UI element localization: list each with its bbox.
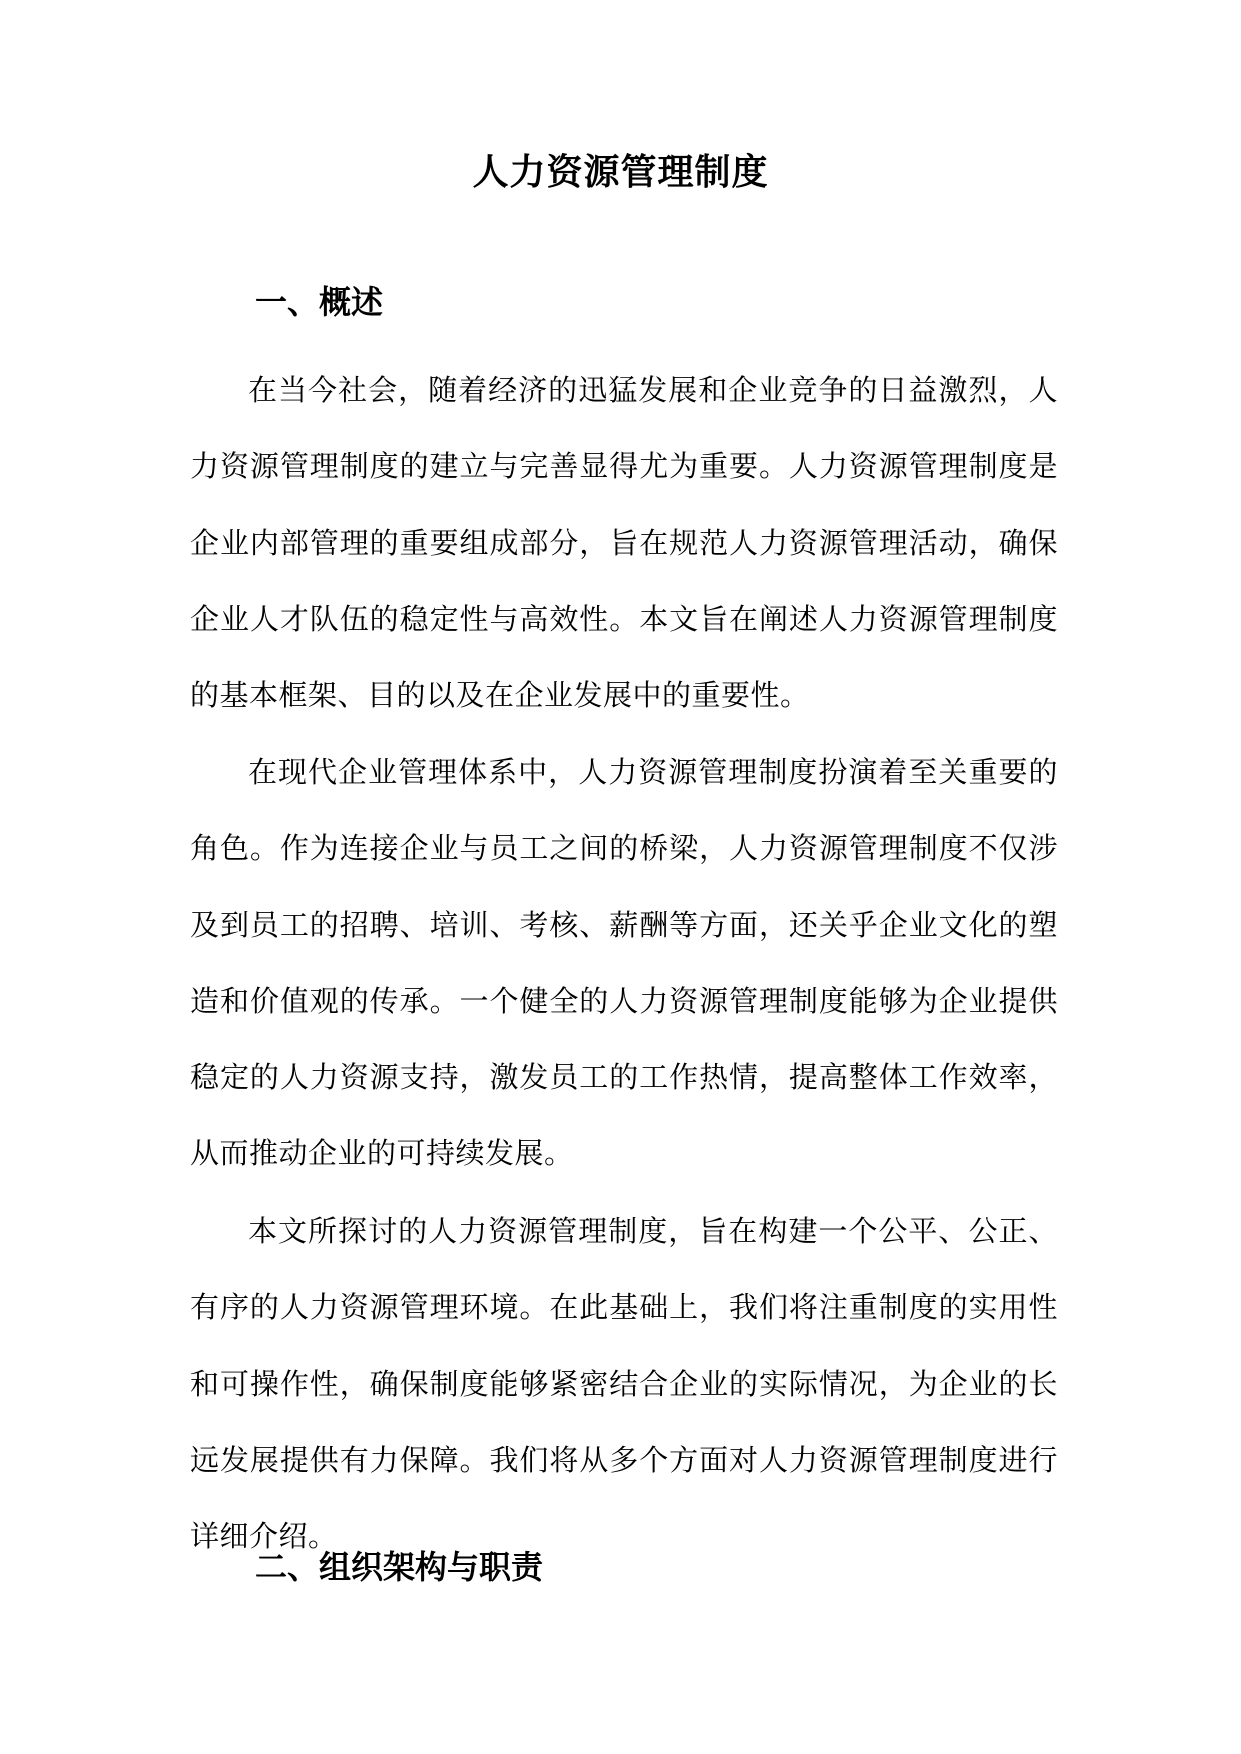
overview-paragraph-3: 本文所探讨的人力资源管理制度，旨在构建一个公平、公正、有序的人力资源管理环境。在此基础上，我们将注重制度的实用性和可操作性，确保制度能够紧密结合企业的实际情况，为企业的长远发展提供有力保障。我们将从多个方面对人力资源管理制度进行详细介绍。 — [190, 1214, 1058, 1554]
document-title: 人力资源管理制度 — [472, 151, 769, 193]
overview-paragraph-2: 在现代企业管理体系中，人力资源管理制度扮演着至关重要的角色。作为连接企业与员工之间的桥梁，人力资源管理制度不仅涉及到员工的招聘、培训、考核、薪酬等方面，还关乎企业文化的塑造和价值观的传承。一个健全的人力资源管理制度能够为企业提供稳定的人力资源支持，激发员工的工作热情，提高整体工作效率，从而推动企业的可持续发展。 — [190, 755, 1058, 1171]
section-heading-organization: 二、组织架构与职责 — [255, 1548, 544, 1586]
overview-paragraph-1: 在当今社会，随着经济的迅猛发展和企业竞争的日益激烈，人力资源管理制度的建立与完善显得尤为重要。人力资源管理制度是企业内部管理的重要组成部分，旨在规范人力资源管理活动，确保企业人才队伍的稳定性与高效性。本文旨在阐述人力资源管理制度的基本框架、目的以及在企业发展中的重要性。 — [190, 373, 1058, 713]
section-heading-overview: 一、概述 — [255, 283, 384, 321]
